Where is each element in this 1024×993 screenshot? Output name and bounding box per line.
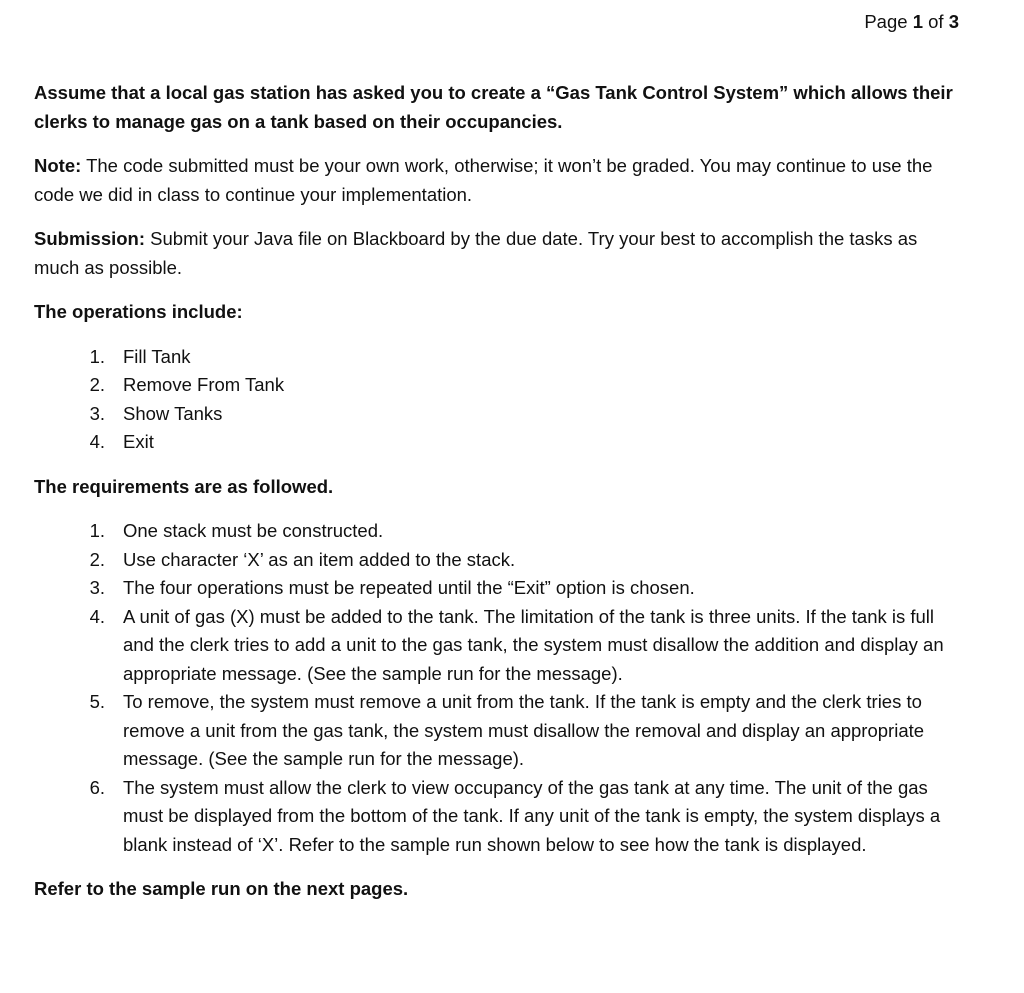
page-number-separator: of (928, 11, 944, 32)
page-number (864, 8, 959, 36)
page-number-prefix: Page (864, 11, 908, 32)
list-item-text: Use character ‘X’ as an item added to the stack. (123, 548, 516, 570)
list-item-text: A unit of gas (X) must be added to the tank. The limitation of the tank is three units. If the tank is full and the clerk tries to add a unit to the gas tank, the system must disallow the addition and display an appropriate message. (See the sample run for the message). (123, 605, 944, 684)
closing-paragraph: Refer to the sample run on the next pages. (34, 878, 409, 899)
list-item-number: 3. (89, 577, 105, 598)
list-item-text: Exit (123, 431, 154, 452)
list-item-text: Fill Tank (123, 345, 191, 367)
list-item-text: The four operations must be repeated until the “Exit” option is chosen. (123, 577, 695, 598)
list-item-text: The system must allow the clerk to view occupancy of the gas tank at any time. The unit of the gas must be displayed from the bottom of the tank. If any unit of the tank is empty, the system displays a blank instead of ‘X’. Refer to the sample run shown below to see how the tank is displayed. (123, 776, 941, 855)
list-item-number: 2. (89, 548, 105, 570)
list-item-number: 4. (89, 605, 105, 627)
note-label: Note: (34, 155, 82, 176)
list-item-number: 2. (89, 374, 105, 395)
intro-paragraph: Assume that a local gas station has asked you to create a “Gas Tank Control System” which allows their clerks to manage gas on a tank based on their occupancies. (34, 82, 953, 132)
list-item-text: Show Tanks (123, 402, 223, 424)
list-item-text: Remove From Tank (123, 374, 285, 395)
list-item-number: 3. (89, 402, 105, 424)
list-item (34, 574, 964, 603)
list-item-number: 1. (89, 345, 105, 367)
list-item (34, 546, 964, 575)
note-text: The code submitted must be your own work, otherwise; it won’t be graded. You may continue to use the code we did in class to continue your implementation. (34, 155, 933, 205)
requirements-list (34, 517, 964, 859)
list-item (34, 428, 964, 457)
submission-label: Submission: (34, 228, 146, 249)
operations-list (34, 343, 964, 457)
list-item (34, 517, 964, 546)
list-item-number: 1. (89, 520, 105, 541)
list-item-number: 5. (89, 691, 105, 712)
list-item-number: 6. (89, 776, 105, 798)
list-item (34, 688, 964, 774)
list-item-text: To remove, the system must remove a unit from the tank. If the tank is empty and the clerk tries to remove a unit from the gas tank, the system must disallow the removal and display an appropriate message. (See the sample run for the message). (123, 691, 925, 769)
page-number-total: 3 (948, 11, 959, 32)
list-item-text: One stack must be constructed. (123, 520, 384, 541)
list-item (34, 774, 964, 860)
list-item (34, 603, 964, 689)
page-number-current: 1 (912, 11, 923, 32)
submission-text: Submit your Java file on Blackboard by the due date. Try your best to accomplish the tasks as much as possible. (34, 228, 918, 278)
requirements-heading: The requirements are as followed. (34, 475, 334, 497)
note-paragraph (34, 152, 964, 209)
submission-paragraph (34, 225, 964, 282)
list-item-number: 4. (89, 431, 105, 452)
document-body (34, 79, 964, 904)
list-item (34, 400, 964, 429)
list-item (34, 371, 964, 400)
operations-heading: The operations include: (34, 301, 243, 322)
list-item (34, 343, 964, 372)
